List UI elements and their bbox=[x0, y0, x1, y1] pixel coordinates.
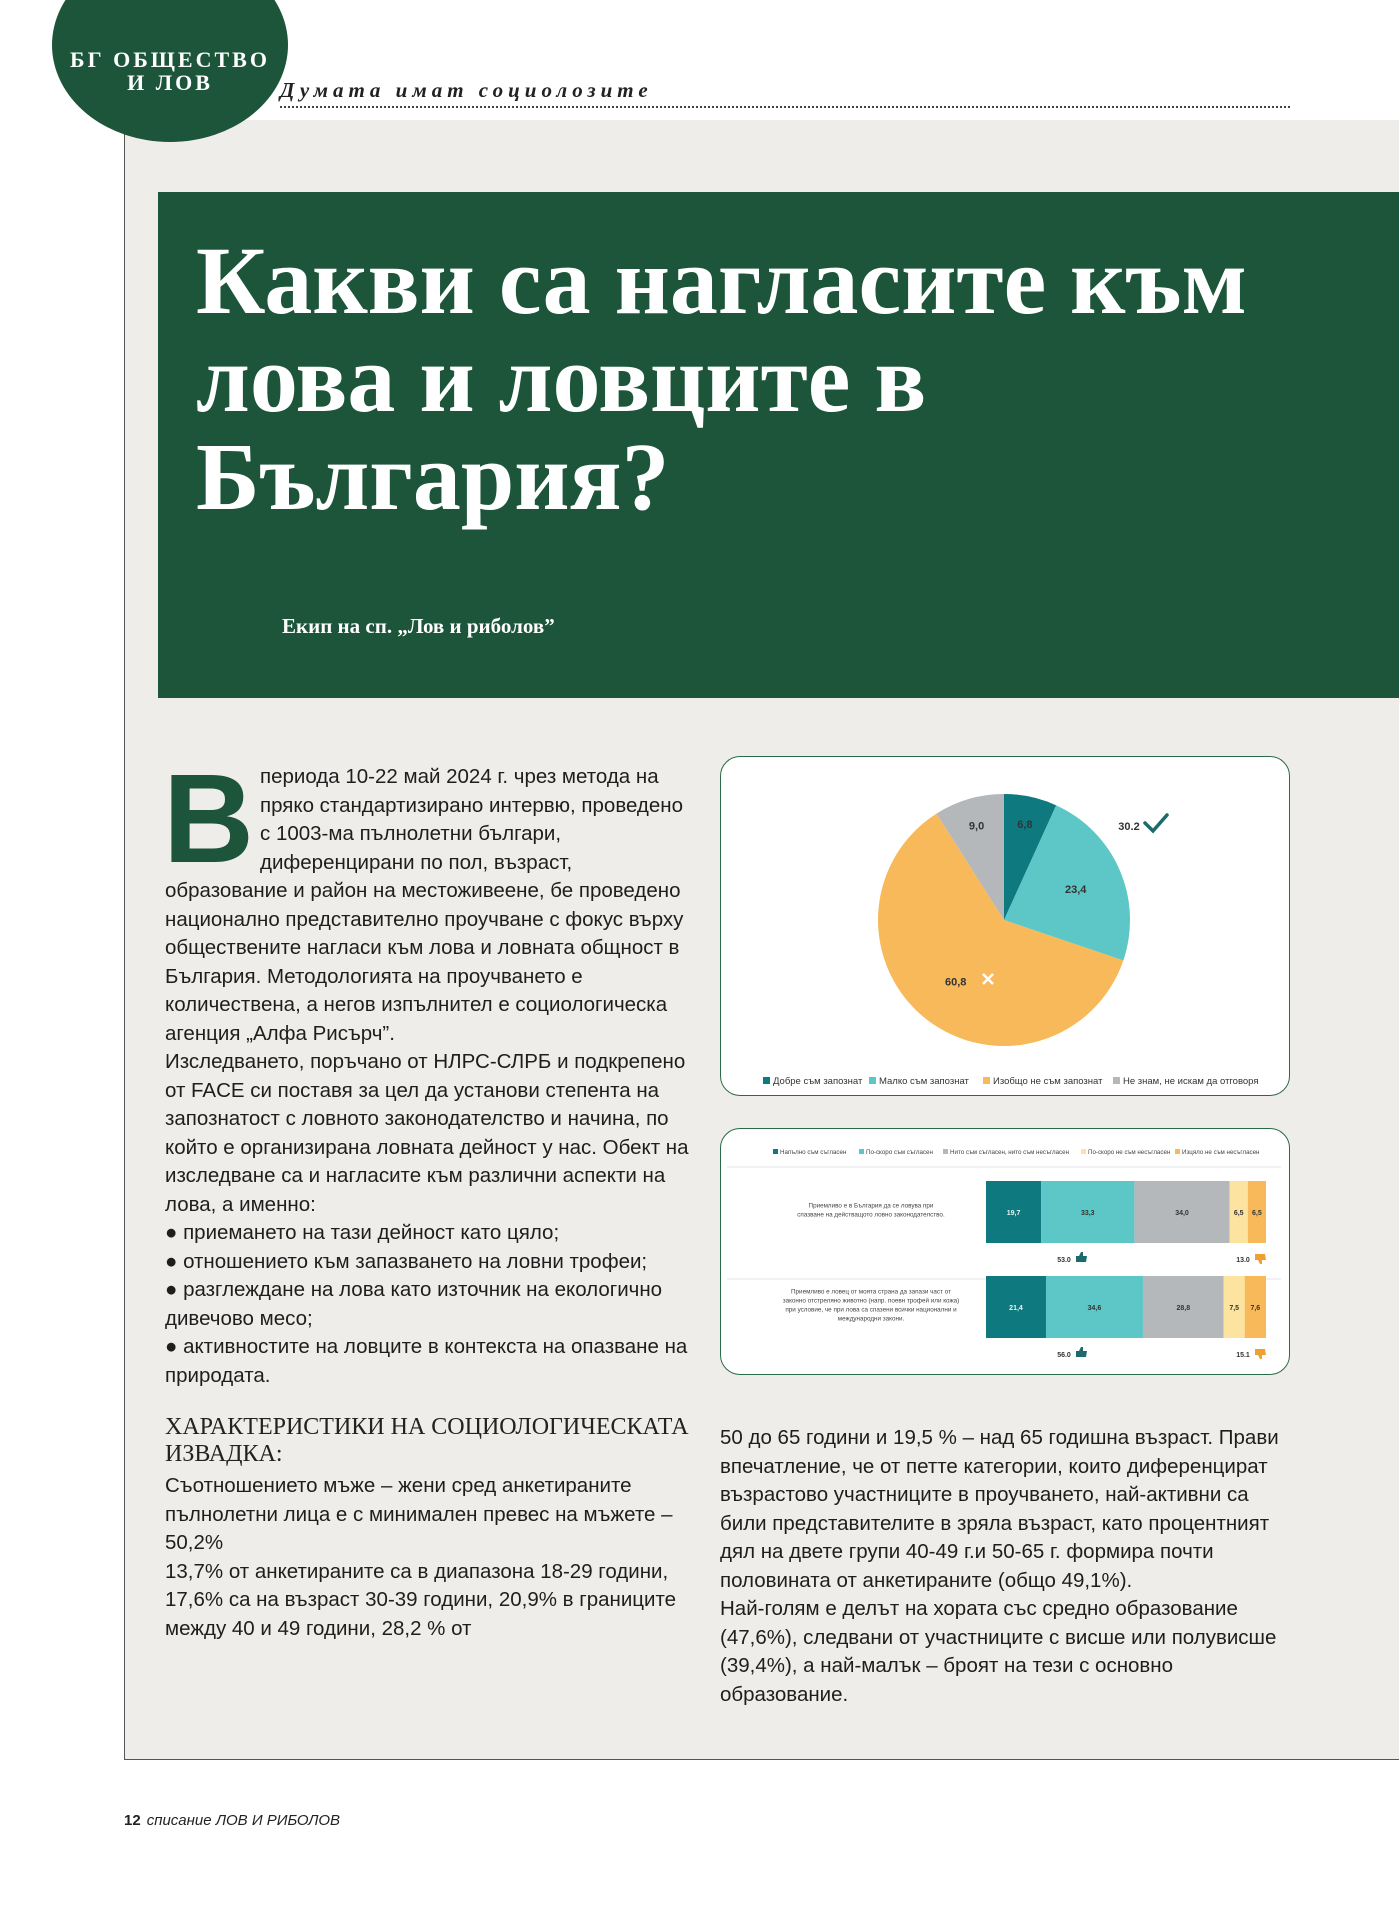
bar-chart-card bbox=[720, 1128, 1290, 1375]
disagree-total-label: 15.1 bbox=[1236, 1352, 1250, 1359]
legend-swatch bbox=[773, 1149, 778, 1154]
bullet-item: ● приемането на тази дейност като цяло; bbox=[165, 1219, 697, 1248]
bar-segment-label: 7,6 bbox=[1250, 1305, 1261, 1312]
legend-label: По-скоро съм съгласен bbox=[866, 1149, 933, 1156]
badge-line-1: БГ ОБЩЕСТВО bbox=[70, 47, 270, 72]
pie-chart bbox=[721, 757, 1288, 1094]
legend-label: Нито съм съгласен, нито съм несъгласен bbox=[950, 1149, 1069, 1156]
stacked-bar-chart bbox=[721, 1129, 1288, 1373]
aware-total-label: 30.2 bbox=[1118, 821, 1140, 833]
left-column bbox=[163, 748, 697, 1643]
bar-segment-label: 28,8 bbox=[1176, 1305, 1191, 1312]
check-icon bbox=[1145, 815, 1167, 831]
agree-total-label: 53.0 bbox=[1057, 1257, 1071, 1264]
pie-slice-label: 9,0 bbox=[968, 820, 985, 833]
sample-subheading: ХАРАКТЕРИСТИКИ НА СОЦИОЛОГИЧЕСКАТА ИЗВАДКА: bbox=[165, 1414, 689, 1467]
legend-swatch bbox=[1113, 1077, 1120, 1084]
disagree-total-label: 13.0 bbox=[1236, 1257, 1250, 1264]
page-footer bbox=[124, 1812, 340, 1829]
bullet-item: ● отношението към запазването на ловни трофеи; bbox=[165, 1248, 697, 1277]
bar-category-label: спазване на действащото ловно законодателство. bbox=[797, 1211, 945, 1219]
right-column bbox=[720, 1424, 1295, 1709]
bar-segment-label: 34,0 bbox=[1175, 1210, 1189, 1217]
section-header bbox=[280, 78, 1290, 108]
legend-label: Напълно съм съгласен bbox=[780, 1149, 847, 1156]
legend-swatch bbox=[1175, 1149, 1180, 1154]
thumbs-up-icon bbox=[1076, 1252, 1087, 1262]
magazine-name: списание ЛОВ И РИБОЛОВ bbox=[146, 1812, 341, 1829]
right-paragraph-2: Най-голям е делът на хората със средно образование (47,6%), следвани от участниците с висше или полувисше (39,4%), а най-малък – броят на тези с основно образование. bbox=[720, 1597, 1277, 1706]
legend-swatch bbox=[1081, 1149, 1086, 1154]
bar-segment-label: 19,7 bbox=[1006, 1210, 1021, 1217]
legend-swatch bbox=[869, 1077, 876, 1084]
thumbs-down-icon bbox=[1255, 1349, 1266, 1359]
bar-segment-label: 33,3 bbox=[1080, 1210, 1095, 1217]
agree-total-label: 56.0 bbox=[1057, 1352, 1071, 1359]
bullet-list bbox=[165, 1219, 697, 1390]
badge-line-2: И ЛОВ bbox=[127, 70, 213, 95]
bullet-item: ● активностите на ловците в контекста на опазване на природата. bbox=[165, 1333, 697, 1390]
intro-paragraph bbox=[163, 748, 697, 1048]
pie-chart-card bbox=[720, 756, 1290, 1096]
legend-label: Не знам, не искам да отговоря bbox=[1123, 1076, 1259, 1087]
pie-slice-label: 23,4 bbox=[1064, 883, 1087, 896]
paragraph-3: Съотношението мъже – жени сред анкетираните пълнолетни лица е с минимален превес на мъжете – 50,2% bbox=[165, 1474, 673, 1554]
legend-swatch bbox=[983, 1077, 990, 1084]
legend-label: Изобщо не съм запознат bbox=[993, 1076, 1103, 1087]
intro-text: периода 10-22 май 2024 г. чрез метода на пряко стандартизирано интервю, проведено с 1003-ма пълнолетни българи, диференцирани по пол, възраст, образование и район на местоживеене, бе проведено национално представително проучване с фокус върху обществените нагласи към лова и ловната общност в България. Методологията на проучването е количествена, а негов изпълнител е социологическа агенция „Алфа Рисърч”. bbox=[165, 765, 684, 1045]
bar-segment-label: 7,5 bbox=[1229, 1305, 1240, 1312]
legend-swatch bbox=[859, 1149, 864, 1154]
legend-swatch bbox=[763, 1077, 770, 1084]
bar-segment-label: 6,5 bbox=[1233, 1210, 1244, 1217]
title-banner bbox=[158, 192, 1399, 698]
bar-category-label: законно отстреляно животно (напр. поевн трофей или кожа) bbox=[782, 1297, 960, 1305]
bar-category-label: Приемливо е в България да се ловува при bbox=[808, 1202, 934, 1210]
section-title: Думата имат социолозите bbox=[280, 78, 653, 102]
bullet-item: ● разглеждане на лова като източник на екологично дивечово месо; bbox=[165, 1276, 697, 1333]
page-number: 12 bbox=[124, 1812, 141, 1829]
drop-cap: В bbox=[163, 748, 254, 889]
right-paragraph-1: 50 до 65 години и 19,5 % – над 65 годишна възраст. Прави впечатление, че от петте категории, които диференцират възрастово участниците в проучването, най-активни са били представителите в зряла възраст, като процентният дял на двете групи 40-49 г.и 50-65 г. формира почти половината от анкетираните (общо 49,1%). bbox=[720, 1426, 1279, 1592]
paragraph-2: Изследването, поръчано от НЛРС-СЛРБ и подкрепено от FACE си поставя за цел да установи степента на запознатост с ловното законодателство и начина, по който е организирана ловната дейност у нас. Обект на изследване са и нагласите към различни аспекти на лова, а именно: bbox=[165, 1050, 689, 1216]
thumbs-up-icon bbox=[1076, 1347, 1087, 1357]
article-title: Какви са нагласите към лова и ловците в България? bbox=[196, 227, 1247, 530]
bar-category-label: международни закони. bbox=[837, 1315, 905, 1323]
bar-segment-label: 34,6 bbox=[1087, 1305, 1102, 1312]
pie-slice-label: 60,8 bbox=[945, 976, 967, 989]
pie-slice-label: 6,8 bbox=[1017, 818, 1033, 831]
thumbs-down-icon bbox=[1255, 1254, 1266, 1264]
legend-swatch bbox=[943, 1149, 948, 1154]
legend-label: По-скоро не съм несъгласен bbox=[1088, 1149, 1171, 1156]
bar-segment-label: 6,5 bbox=[1252, 1210, 1262, 1217]
legend-label: Изцяло не съм несъгласен bbox=[1182, 1149, 1260, 1156]
legend-label: Малко съм запознат bbox=[879, 1076, 969, 1087]
bar-segment-label: 21,4 bbox=[1009, 1305, 1023, 1312]
bar-category-label: при условие, че при лова са спазени всички национални и bbox=[785, 1306, 957, 1314]
bar-category-label: Приемливо е ловец от моята страна да запази част от bbox=[791, 1288, 951, 1296]
paragraph-4: 13,7% от анкетираните са в диапазона 18-29 години, 17,6% са на възраст 30-39 години, 20,9% в границите между 40 и 49 години, 28,2 % от bbox=[165, 1559, 677, 1640]
legend-label: Добре съм запознат bbox=[773, 1076, 863, 1087]
article-byline: Екип на сп. „Лов и риболов” bbox=[282, 614, 555, 638]
